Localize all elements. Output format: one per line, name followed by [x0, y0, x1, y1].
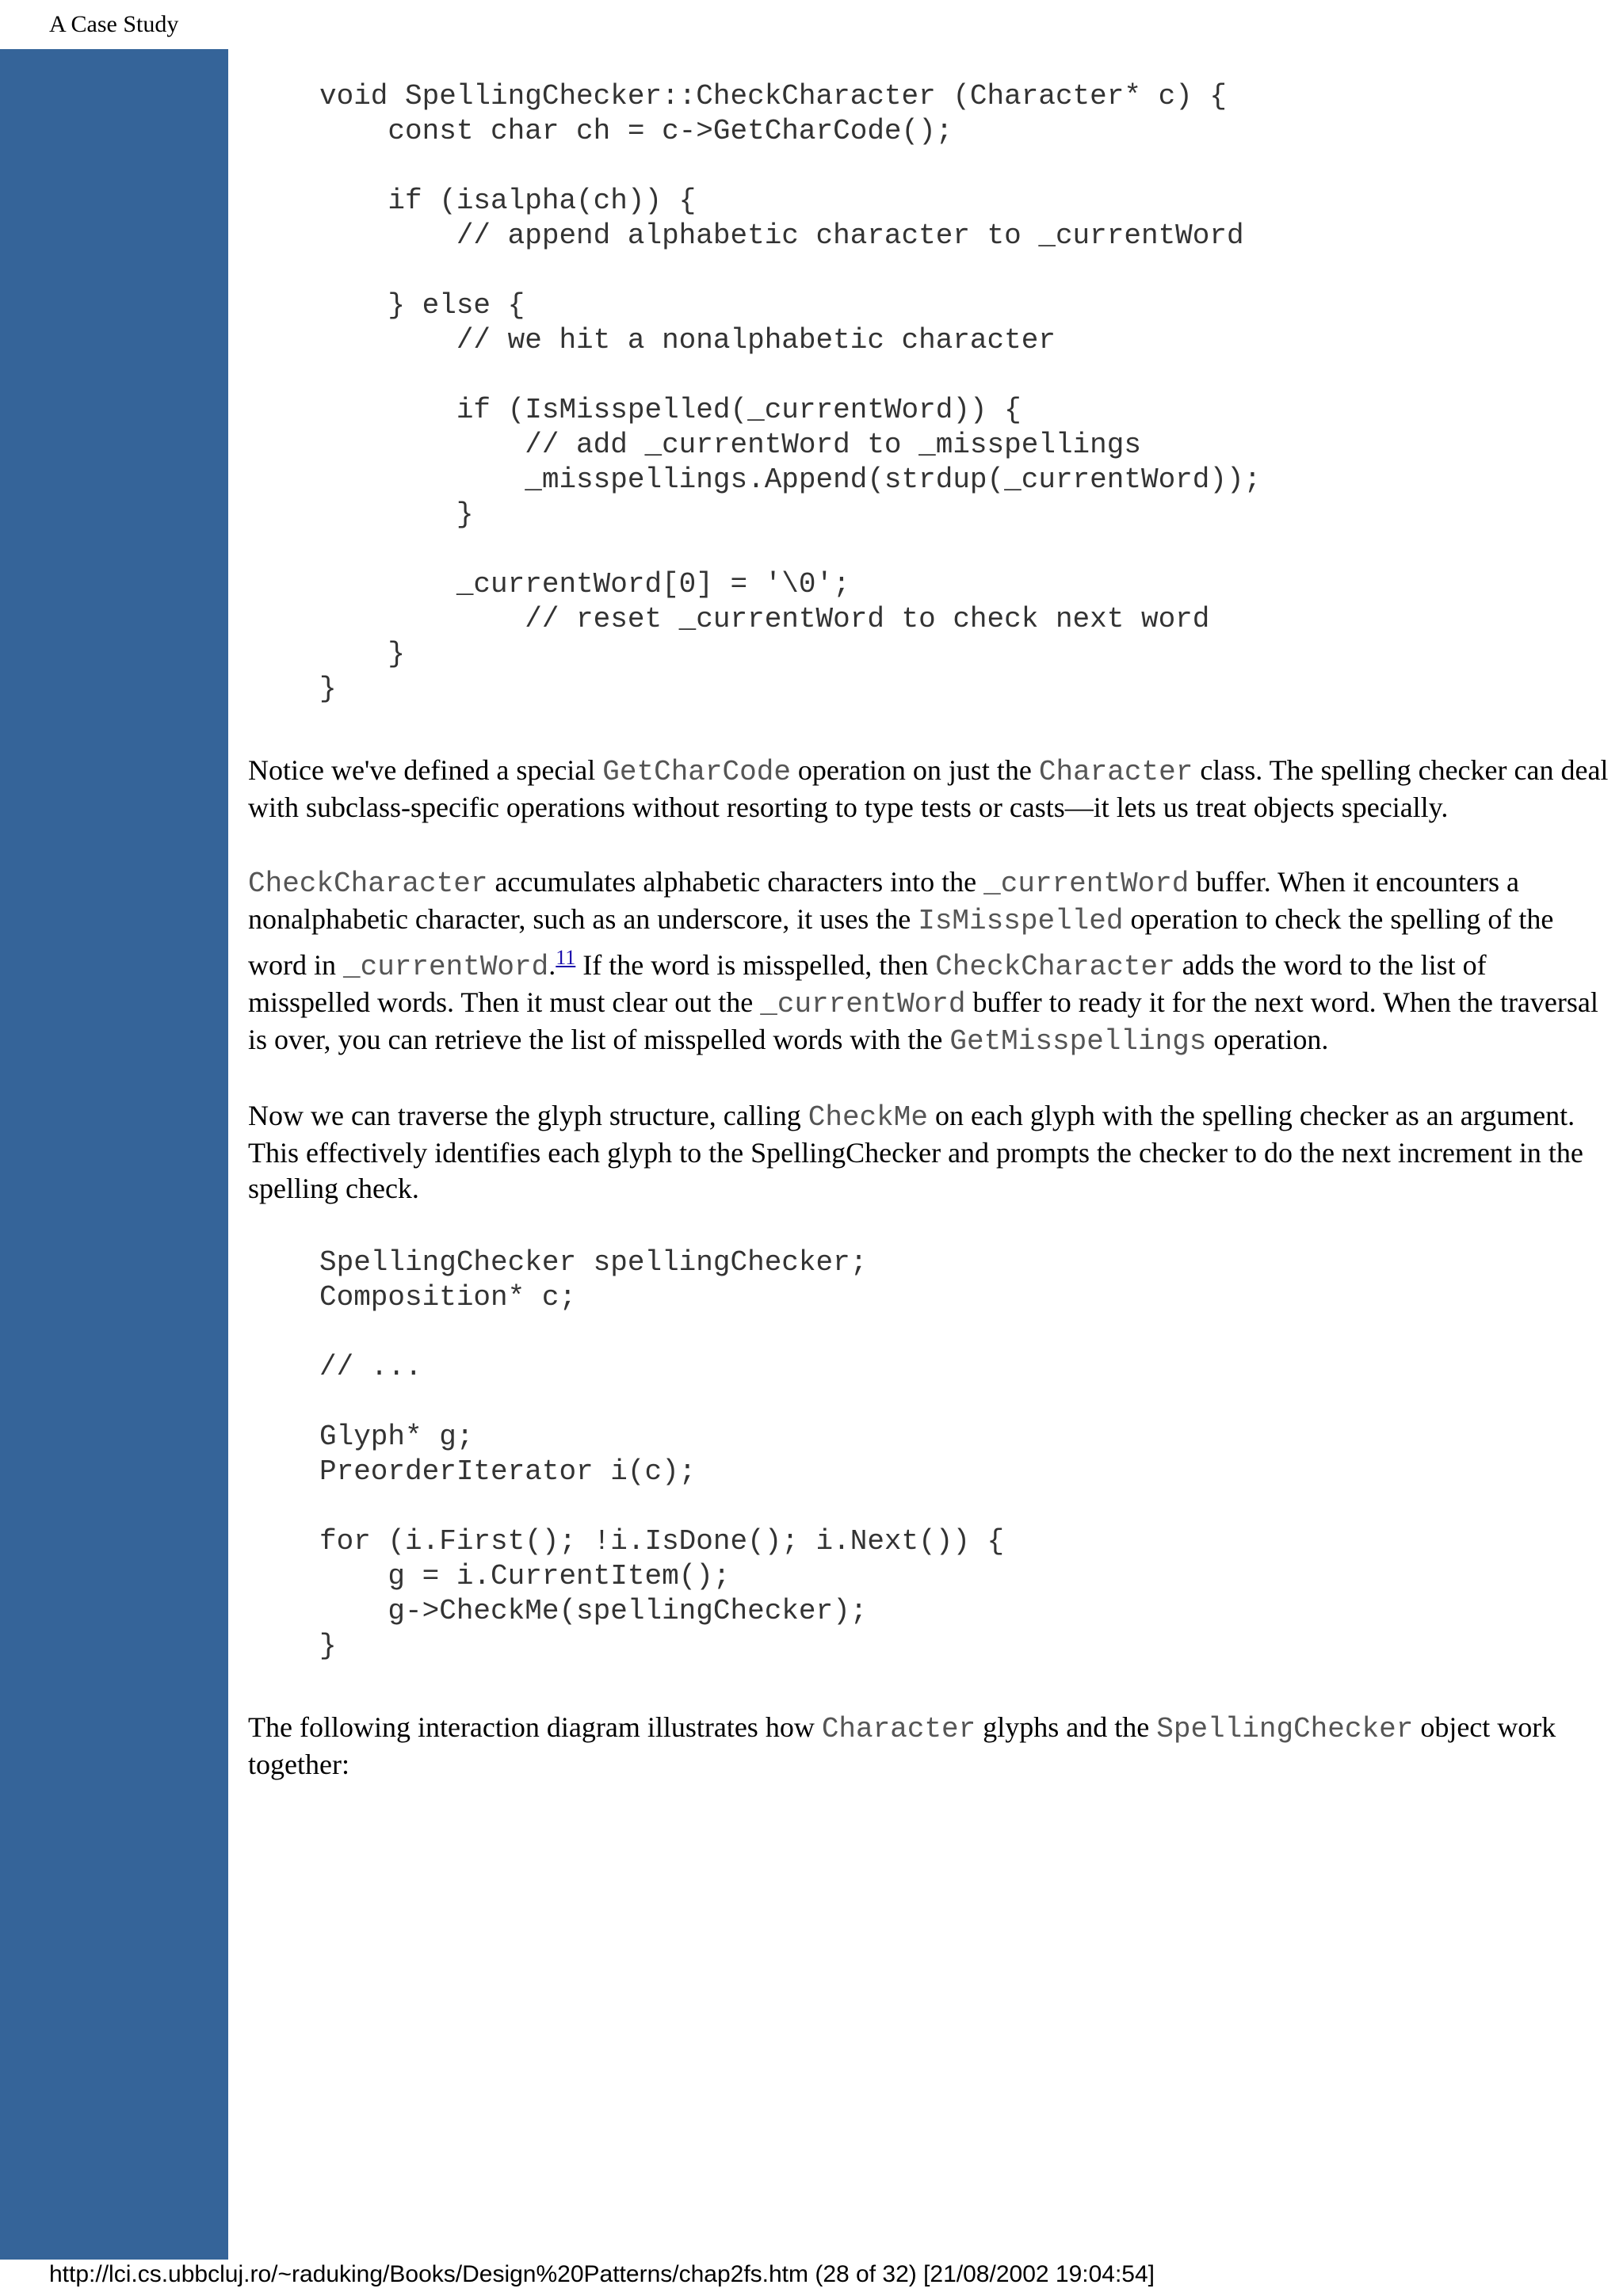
code-block-traversal: SpellingChecker spellingChecker; Composition* c; // ... Glyph* g; PreorderIterator i(c); for (i.First(); !i.IsDone(); i.Next()) { g = i.CurrentItem(); g->CheckMe(spellingChecker); }	[319, 1246, 1005, 1662]
inline-code: IsMisspelled	[918, 905, 1124, 937]
page-content	[248, 79, 1615, 1783]
paragraph-checkcharacter: CheckCharacter accumulates alphabetic characters into the _currentWord buffer. When it encounters a nonalphabetic character, such as an underscore, it uses the IsMisspelled operation to check the spelling of the word in _currentWord.$^{11}$ If the word is misspelled, then CheckCharacter adds the word to the list of misspelled words. Then it must clear out the _currentWord buffer to ready it for the next word. When the traversal is over, you can retrieve the list of misspelled words with the GetMisspellings operation.	[248, 866, 1598, 1058]
paragraph-traversal: Now we can traverse the glyph structure, calling CheckMe on each glyph with the spelling checker as an argument. This effectively identifies each glyph to the SpellingChecker and prompts the checker to do the next increment in the spelling check.	[248, 1100, 1583, 1204]
inline-code: GetCharCode	[602, 756, 791, 788]
inline-code: CheckCharacter	[248, 868, 488, 900]
left-sidebar-band	[0, 49, 228, 2260]
inline-code: _currentWord	[343, 951, 549, 983]
footer-url: http://lci.cs.ubbcluj.ro/~raduking/Books/Design%20Patterns/chap2fs.htm (28 of 32) [21/08/2002 19:04:54]	[49, 2261, 1155, 2287]
running-title: A Case Study	[49, 11, 179, 37]
paragraph-interaction-diagram: The following interaction diagram illustrates how Character glyphs and the SpellingChecker object work together:	[248, 1711, 1556, 1780]
footnote-link[interactable]: 11	[556, 946, 576, 969]
inline-code: CheckCharacter	[935, 951, 1175, 983]
inline-code: Character	[1038, 756, 1193, 788]
inline-code: _currentWord	[760, 988, 966, 1020]
inline-code: _currentWord	[983, 868, 1190, 900]
code-block-check-character: void SpellingChecker::CheckCharacter (Character* c) { const char ch = c->GetCharCode(); if (isalpha(ch)) { // append alphabetic character to _currentWord } else { // we hit a nonalphabetic character if (IsMisspelled(_currentWord)) { // add _currentWord to _misspellings _misspellings.Append(strdup(_currentWord)); } _currentWord[0] = '\0'; // reset _currentWord to check next word } }	[319, 80, 1262, 705]
inline-code: CheckMe	[808, 1101, 928, 1134]
inline-code: Character	[821, 1713, 976, 1745]
paragraph-getcharcode: Notice we've defined a special GetCharCode operation on just the Character class. The spelling checker can deal with subclass-specific operations without resorting to type tests or casts—it lets us treat objects specially.	[248, 754, 1609, 823]
inline-code: GetMisspellings	[949, 1025, 1207, 1058]
inline-code: SpellingChecker	[1156, 1713, 1414, 1745]
